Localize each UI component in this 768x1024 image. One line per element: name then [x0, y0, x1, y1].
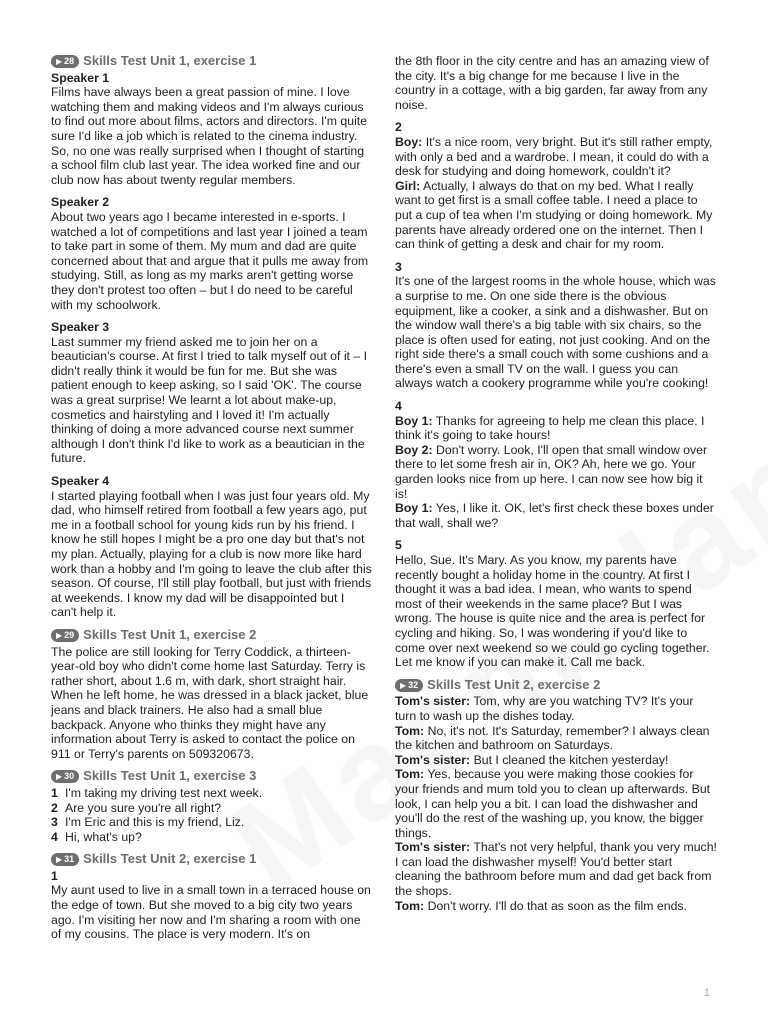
list-item: 4 Hi, what's up? — [51, 829, 142, 844]
section-heading-32 — [395, 678, 717, 693]
list-item: 2 Are you sure you're all right? — [51, 800, 222, 815]
section-title: Skills Test Unit 1, exercise 3 — [83, 768, 257, 784]
speaker-label: Speaker 4 — [51, 474, 110, 489]
dialogue-line: Tom's sister: But I cleaned the kitchen yesterday! — [395, 752, 669, 767]
audio-track-badge[interactable]: ▶︎ 31 — [51, 853, 79, 866]
section-heading-28 — [51, 54, 373, 69]
dialogue-line: Tom's sister: That's not very helpful, thank you very much! I can load the dishwasher myself! You'd better start cleaning the bathroom before mum and dad get back from the shops. — [395, 840, 717, 899]
dialogue-line: Boy 1: Thanks for agreeing to help me clean this place. I think it's going to take hours! — [395, 413, 705, 443]
speaker-label: Speaker 3 — [51, 320, 110, 335]
section-heading-31 — [51, 852, 373, 867]
audio-track-badge[interactable]: ▶︎ 30 — [51, 770, 79, 783]
section-text: Hello, Sue. It's Mary. As you know, my parents have recently bought a holiday home in the country. At first I thought it was a bad idea. I mean, who wants to spend most of their weekends in the same place? But I was wrong. The house is quite nice and the area is perfect for cycling and hiking. So, I was wondering if you'd like to come over next weekend so we could go cycling together. Let me know if you can make it. Call me back. — [395, 553, 710, 670]
speaker-text: Films have always been a great passion of mine. I love watching them and making videos and I'm always curious to find out more about films, actors and directors. I'm quite sure I'd like a job which is related to the cinema industry. So, no one was really surprised when I thought of starting a school film club last year. The idea worked fine and our club now has about twenty regular members. — [51, 85, 368, 187]
audio-track-badge[interactable]: ▶︎ 29 — [51, 629, 79, 642]
dialogue-line: Boy 1: Yes, I like it. OK, let's first check these boxes under that wall, shall we? — [395, 501, 714, 530]
speaker-label: Speaker 1 — [51, 70, 110, 85]
section-title: Skills Test Unit 2, exercise 1 — [83, 851, 257, 867]
speaker-icon: ▶︎ — [56, 630, 63, 640]
section-heading-30 — [51, 769, 373, 784]
section-heading-29 — [51, 628, 373, 643]
audio-track-badge[interactable]: ▶︎ 28 — [51, 55, 79, 68]
speaker-icon: ▶︎ — [56, 56, 63, 66]
section-text: It's one of the largest rooms in the whole house, which was a surprise to me. On one side there is the obvious equipment, like a cooker, a sink and a dishwasher. But on the window wall there's a big table with six chairs, so the place is often used for eating, not just cooking. And on the right side there's a small couch with some cushions and a there's even a small TV on the wall. I guess you can always watch a cookery programme while you're cooking! — [395, 274, 716, 391]
right-column — [395, 54, 717, 913]
list-item: 3 I'm Eric and this is my friend, Liz. — [51, 815, 245, 830]
dialogue-line: Girl: Actually, I always do that on my bed. What I really want to get first is a small coffee table. I need a place to put a cup of tea when I'm studying or doing homework. My parents have already ordered one on the internet. Then I can think of getting a desk and chair for my room. — [395, 178, 713, 252]
page-number: 1 — [703, 987, 710, 999]
speaker-icon: ▶︎ — [56, 772, 63, 782]
dialogue-line: Tom's sister: Tom, why are you watching TV? It's your turn to wash up the dishes today. — [395, 694, 694, 723]
left-column — [51, 54, 373, 942]
section-title: Skills Test Unit 1, exercise 2 — [83, 626, 257, 642]
section-title: Skills Test Unit 1, exercise 1 — [83, 53, 257, 68]
part-number: 5 — [395, 538, 402, 553]
section-text: My aunt used to live in a small town in a terraced house on the edge of town. But she moved to a big city two years ago. I'm visiting her now and I'm sharing a room with one of my cousins. The place is very modern. It's on — [51, 883, 371, 942]
section-text: The police are still looking for Terry Coddick, a thirteen-year-old boy who didn't come home last Saturday. Terry is rather short, about 1.6 m, with dark, short straight hair. When he left home, he was dressed in a black jacket, blue jeans and black trainers. He also had a small blue backpack. Anyone who thinks they might have any information about Terry is asked to contact the police on 911 or Terry's parents on 509320673. — [51, 644, 369, 761]
speaker-text: About two years ago I became interested in e-sports. I watched a lot of competitions and last year I joined a team to take part in some of them. My mum and dad are quite concerned about that and argue that it pulls me away from studying. Still, as long as my marks aren't getting worse they don't protest too often – but I do need to be careful with my schoolwork. — [51, 209, 369, 312]
speaker-icon: ▶︎ — [56, 855, 63, 865]
list-item: 1 I'm taking my driving test next week. — [51, 785, 263, 800]
speaker-icon: ▶︎ — [400, 680, 407, 690]
audio-track-badge[interactable]: ▶︎ 32 — [395, 679, 423, 692]
speaker-text: Last summer my friend asked me to join her on a beautician's course. At first I tried to talk myself out of it – I didn't really think it would be fun for me. But she was patient enough to keep asking, so I said 'OK'. The course was a great surprise! We learnt a lot about make-up, cosmetics and hairstyling and I loved it! I'm actually thinking of doing a more advanced course next summer although I don't think I'd like to work as a beautician in the future. — [51, 334, 368, 466]
dialogue-line: Boy: It's a nice room, very bright. But it's still rather empty, with only a bed and a wardrobe. I mean, it could do with a desk for studying and doing homework, couldn't it? — [395, 134, 713, 179]
dialogue-line: Tom: No, it's not. It's Saturday, remember? I always clean the kitchen and bathroom on Saturdays. — [395, 723, 710, 753]
part-number: 4 — [395, 399, 402, 414]
speaker-label: Speaker 2 — [51, 195, 110, 210]
dialogue-line: Boy 2: Don't worry. Look, I'll open that small window over there to let some fresh air in, OK? Ah, here we go. Your garden looks nice from up here. I can now see how big it is! — [395, 442, 708, 501]
section-text-continued: the 8th floor in the city centre and has an amazing view of the city. It's a big change for me because I live in the country in a cottage, with a big garden, far away from any noise. — [395, 54, 709, 112]
part-number: 1 — [51, 868, 58, 883]
numbered-list — [51, 786, 373, 844]
speaker-text: I started playing football when I was just four years old. My dad, who himself retired from football a few years ago, put me in a football school for young kids run by his friend. I know he still hopes I might be a pro one day but that's not my plan. Actually, playing for a club is now more like hard work than a hobby and I'm going to leave the club after this season. Of course, I'll still play football, but just with friends at weekends. I know my dad will be disappointed but I can't help it. — [51, 488, 372, 620]
dialogue-line: Tom: Don't worry. I'll do that as soon as the film ends. — [395, 898, 687, 913]
dialogue-line: Tom: Yes, because you were making those cookies for your friends and mum told you to clean up afterwards. But look, I can help you a bit. I can load the dishwasher and you'll do the rest of the washing up, you know, the bigger things. — [395, 767, 711, 840]
section-title: Skills Test Unit 2, exercise 2 — [427, 676, 601, 692]
part-number: 3 — [395, 259, 402, 274]
part-number: 2 — [395, 120, 402, 135]
